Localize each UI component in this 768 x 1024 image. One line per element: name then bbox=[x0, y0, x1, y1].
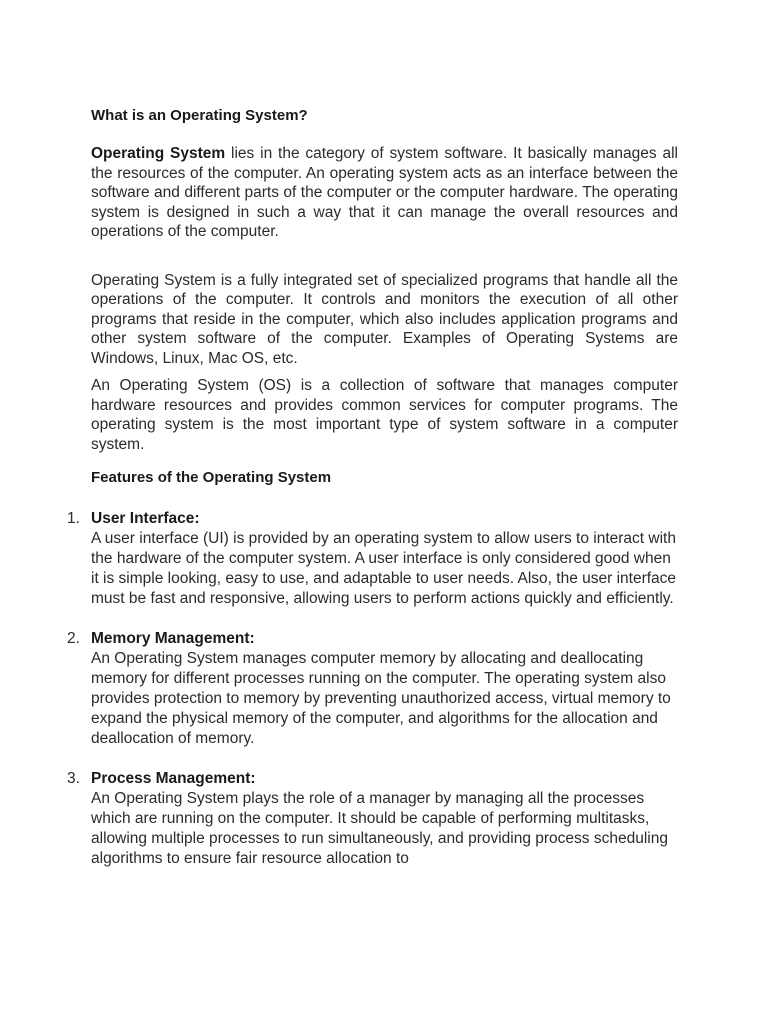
paragraph-definition: Operating System is a fully integrated set of specialized programs that handle all the operations of the computer. It controls and monitors the execution of all other programs that reside in the computer, which also includes application programs and other system software of the computer. Examples of Operating Systems are Windows, Linux, Mac OS, etc. bbox=[91, 271, 678, 367]
intro-text: lies in the category of system software. It basically manages all the resources of the computer. An operating system acts as an interface between the software and different parts of the computer or the computer hardware. The operating system is designed in such a way that it can manage the overall resources and operations of the computer. bbox=[91, 145, 678, 240]
feature-number: 3. bbox=[67, 770, 80, 787]
document-page bbox=[67, 106, 678, 869]
feature-body: A user interface (UI) is provided by an operating system to allow users to interact with the hardware of the computer system. A user interface is only considered good when it is simple looking, easy to use, and adaptable to user needs. Also, the user interface must be fast and responsive, allowing users to perform actions quickly and efficiently. bbox=[91, 530, 677, 607]
feature-item-process-management bbox=[67, 769, 678, 869]
feature-item-user-interface bbox=[67, 509, 678, 609]
paragraph-os-collection: An Operating System (OS) is a collection of software that manages computer hardware resources and provides common services for computer programs. The operating system is the most important type of system software in a computer system. bbox=[91, 377, 678, 453]
feature-body: An Operating System plays the role of a manager by managing all the processes which are running on the computer. It should be capable of performing multitasks, allowing multiple processes to run simultaneously, and providing process scheduling algorithms to ensure fair resource allocation to bbox=[91, 790, 668, 867]
intro-lead-term: Operating System bbox=[91, 145, 226, 162]
feature-number: 2. bbox=[67, 630, 80, 647]
intro-paragraph bbox=[91, 144, 678, 242]
feature-title: Memory Management: bbox=[91, 630, 255, 647]
feature-number: 1. bbox=[67, 510, 80, 527]
feature-title: User Interface: bbox=[91, 510, 200, 527]
page-title: What is an Operating System? bbox=[91, 107, 308, 124]
features-heading: Features of the Operating System bbox=[91, 469, 332, 486]
feature-body: An Operating System manages computer memory by allocating and deallocating memory for different processes running on the computer. The operating system also provides protection to memory by preventing unauthorized access, virtual memory to expand the physical memory of the computer, and algorithms for the allocation and deallocation of memory. bbox=[91, 650, 671, 747]
feature-title: Process Management: bbox=[91, 770, 256, 787]
features-list bbox=[67, 509, 678, 869]
feature-item-memory-management bbox=[67, 629, 678, 749]
